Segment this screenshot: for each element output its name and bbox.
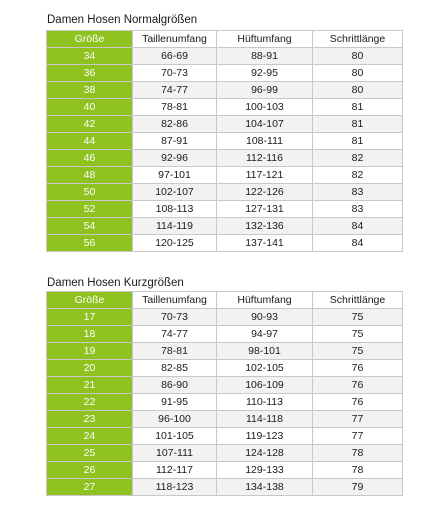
waist-cell: 112-117 bbox=[133, 462, 217, 479]
waist-cell: 108-113 bbox=[133, 201, 217, 218]
size-table-normal bbox=[46, 30, 403, 252]
hip-cell: 124-128 bbox=[217, 445, 313, 462]
header-waist: Taillenumfang bbox=[133, 292, 217, 309]
header-waist: Taillenumfang bbox=[133, 31, 217, 48]
inseam-cell: 83 bbox=[313, 184, 403, 201]
table-row bbox=[47, 479, 403, 496]
hip-cell: 88-91 bbox=[217, 48, 313, 65]
waist-cell: 78-81 bbox=[133, 99, 217, 116]
waist-cell: 101-105 bbox=[133, 428, 217, 445]
table-row bbox=[47, 133, 403, 150]
inseam-cell: 81 bbox=[313, 133, 403, 150]
waist-cell: 114-119 bbox=[133, 218, 217, 235]
inseam-cell: 83 bbox=[313, 201, 403, 218]
inseam-cell: 75 bbox=[313, 309, 403, 326]
table-row bbox=[47, 394, 403, 411]
waist-cell: 96-100 bbox=[133, 411, 217, 428]
inseam-cell: 84 bbox=[313, 218, 403, 235]
size-cell: 38 bbox=[47, 82, 133, 99]
size-table-short bbox=[46, 291, 403, 496]
table-body-short bbox=[47, 309, 403, 496]
hip-cell: 112-116 bbox=[217, 150, 313, 167]
table-row bbox=[47, 99, 403, 116]
table-title-normal: Damen Hosen Normalgrößen bbox=[47, 14, 198, 26]
table-row bbox=[47, 167, 403, 184]
table-row bbox=[47, 82, 403, 99]
inseam-cell: 78 bbox=[313, 462, 403, 479]
table-body-normal bbox=[47, 48, 403, 252]
size-cell: 54 bbox=[47, 218, 133, 235]
table-row bbox=[47, 116, 403, 133]
table-row bbox=[47, 235, 403, 252]
size-cell: 24 bbox=[47, 428, 133, 445]
hip-cell: 96-99 bbox=[217, 82, 313, 99]
hip-cell: 134-138 bbox=[217, 479, 313, 496]
waist-cell: 92-96 bbox=[133, 150, 217, 167]
waist-cell: 70-73 bbox=[133, 309, 217, 326]
table-row bbox=[47, 462, 403, 479]
size-cell: 22 bbox=[47, 394, 133, 411]
table-row bbox=[47, 343, 403, 360]
table-row bbox=[47, 377, 403, 394]
size-cell: 56 bbox=[47, 235, 133, 252]
header-size: Größe bbox=[47, 31, 133, 48]
size-cell: 26 bbox=[47, 462, 133, 479]
hip-cell: 92-95 bbox=[217, 65, 313, 82]
inseam-cell: 77 bbox=[313, 411, 403, 428]
hip-cell: 117-121 bbox=[217, 167, 313, 184]
waist-cell: 118-123 bbox=[133, 479, 217, 496]
inseam-cell: 76 bbox=[313, 394, 403, 411]
hip-cell: 102-105 bbox=[217, 360, 313, 377]
inseam-cell: 80 bbox=[313, 48, 403, 65]
hip-cell: 110-113 bbox=[217, 394, 313, 411]
header-hip: Hüftumfang bbox=[217, 292, 313, 309]
table-row bbox=[47, 201, 403, 218]
table-row bbox=[47, 218, 403, 235]
waist-cell: 120-125 bbox=[133, 235, 217, 252]
size-cell: 18 bbox=[47, 326, 133, 343]
hip-cell: 137-141 bbox=[217, 235, 313, 252]
inseam-cell: 81 bbox=[313, 99, 403, 116]
waist-cell: 74-77 bbox=[133, 82, 217, 99]
inseam-cell: 77 bbox=[313, 428, 403, 445]
inseam-cell: 80 bbox=[313, 82, 403, 99]
inseam-cell: 80 bbox=[313, 65, 403, 82]
inseam-cell: 79 bbox=[313, 479, 403, 496]
inseam-cell: 81 bbox=[313, 116, 403, 133]
inseam-cell: 75 bbox=[313, 326, 403, 343]
table-row bbox=[47, 428, 403, 445]
size-cell: 46 bbox=[47, 150, 133, 167]
inseam-cell: 84 bbox=[313, 235, 403, 252]
table-row bbox=[47, 360, 403, 377]
inseam-cell: 76 bbox=[313, 360, 403, 377]
hip-cell: 132-136 bbox=[217, 218, 313, 235]
header-inseam: Schrittlänge bbox=[313, 292, 403, 309]
waist-cell: 82-86 bbox=[133, 116, 217, 133]
table-title-short: Damen Hosen Kurzgrößen bbox=[47, 277, 184, 289]
waist-cell: 78-81 bbox=[133, 343, 217, 360]
table-row bbox=[47, 150, 403, 167]
size-cell: 17 bbox=[47, 309, 133, 326]
table-row bbox=[47, 48, 403, 65]
hip-cell: 129-133 bbox=[217, 462, 313, 479]
size-cell: 44 bbox=[47, 133, 133, 150]
table-header-row bbox=[47, 292, 403, 309]
hip-cell: 90-93 bbox=[217, 309, 313, 326]
size-cell: 36 bbox=[47, 65, 133, 82]
size-cell: 21 bbox=[47, 377, 133, 394]
waist-cell: 97-101 bbox=[133, 167, 217, 184]
inseam-cell: 82 bbox=[313, 167, 403, 184]
size-cell: 20 bbox=[47, 360, 133, 377]
size-cell: 34 bbox=[47, 48, 133, 65]
table-row bbox=[47, 411, 403, 428]
size-cell: 25 bbox=[47, 445, 133, 462]
inseam-cell: 78 bbox=[313, 445, 403, 462]
size-cell: 42 bbox=[47, 116, 133, 133]
size-cell: 50 bbox=[47, 184, 133, 201]
size-cell: 52 bbox=[47, 201, 133, 218]
waist-cell: 66-69 bbox=[133, 48, 217, 65]
table-row bbox=[47, 445, 403, 462]
waist-cell: 70-73 bbox=[133, 65, 217, 82]
hip-cell: 100-103 bbox=[217, 99, 313, 116]
waist-cell: 102-107 bbox=[133, 184, 217, 201]
hip-cell: 127-131 bbox=[217, 201, 313, 218]
hip-cell: 104-107 bbox=[217, 116, 313, 133]
table-row bbox=[47, 309, 403, 326]
header-hip: Hüftumfang bbox=[217, 31, 313, 48]
hip-cell: 98-101 bbox=[217, 343, 313, 360]
header-inseam: Schrittlänge bbox=[313, 31, 403, 48]
waist-cell: 87-91 bbox=[133, 133, 217, 150]
hip-cell: 114-118 bbox=[217, 411, 313, 428]
hip-cell: 108-111 bbox=[217, 133, 313, 150]
hip-cell: 94-97 bbox=[217, 326, 313, 343]
inseam-cell: 75 bbox=[313, 343, 403, 360]
size-cell: 23 bbox=[47, 411, 133, 428]
waist-cell: 74-77 bbox=[133, 326, 217, 343]
waist-cell: 86-90 bbox=[133, 377, 217, 394]
size-cell: 19 bbox=[47, 343, 133, 360]
size-cell: 48 bbox=[47, 167, 133, 184]
hip-cell: 122-126 bbox=[217, 184, 313, 201]
table-row bbox=[47, 184, 403, 201]
table-row bbox=[47, 326, 403, 343]
size-cell: 40 bbox=[47, 99, 133, 116]
hip-cell: 119-123 bbox=[217, 428, 313, 445]
inseam-cell: 82 bbox=[313, 150, 403, 167]
waist-cell: 107-111 bbox=[133, 445, 217, 462]
size-cell: 27 bbox=[47, 479, 133, 496]
waist-cell: 91-95 bbox=[133, 394, 217, 411]
waist-cell: 82-85 bbox=[133, 360, 217, 377]
table-header-row bbox=[47, 31, 403, 48]
header-size: Größe bbox=[47, 292, 133, 309]
hip-cell: 106-109 bbox=[217, 377, 313, 394]
table-row bbox=[47, 65, 403, 82]
inseam-cell: 76 bbox=[313, 377, 403, 394]
